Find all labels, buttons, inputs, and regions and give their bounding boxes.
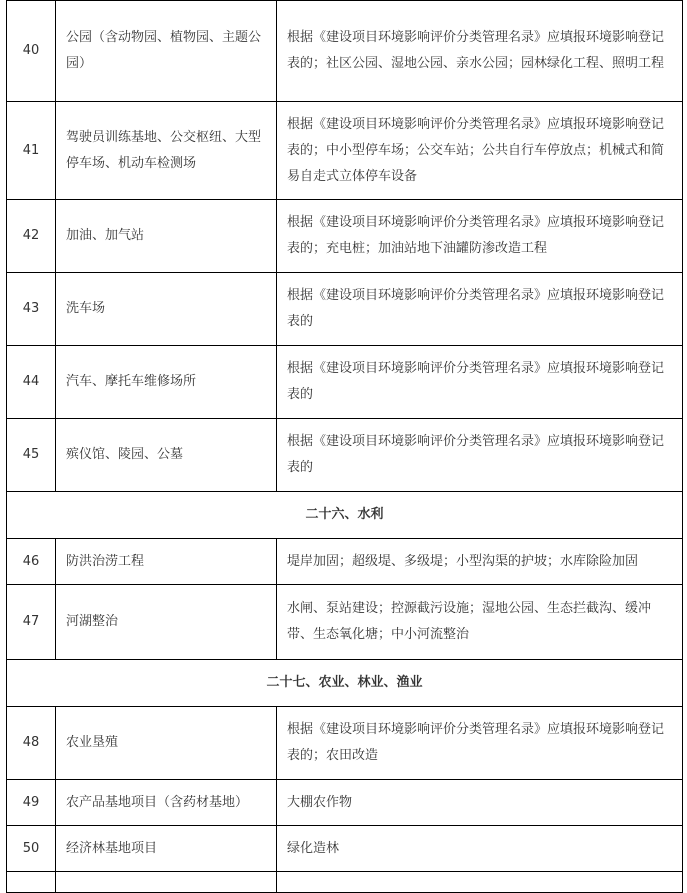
row-number [7, 872, 56, 893]
project-scope: 根据《建设项目环境影响评价分类管理名录》应填报环境影响登记表的 [277, 273, 683, 346]
project-type: 汽车、摩托车维修场所 [56, 346, 277, 419]
row-number: 47 [7, 585, 56, 660]
project-scope: 根据《建设项目环境影响评价分类管理名录》应填报环境影响登记表的 [277, 346, 683, 419]
table-row [7, 780, 683, 826]
project-type: 经济林基地项目 [56, 826, 277, 872]
row-number: 43 [7, 273, 56, 346]
project-type: 农产品基地项目（含药材基地） [56, 780, 277, 826]
section-row [7, 492, 683, 539]
row-number: 46 [7, 539, 56, 585]
project-scope: 绿化造林 [277, 826, 683, 872]
table-row [7, 200, 683, 273]
table-row [7, 707, 683, 780]
row-number: 41 [7, 102, 56, 200]
project-type: 公园（含动物园、植物园、主题公园） [56, 1, 277, 102]
project-scope: 水闸、泵站建设；控源截污设施；湿地公园、生态拦截沟、缓冲带、生态氧化塘；中小河流整治 [277, 585, 683, 660]
project-scope: 堤岸加固；超级堤、多级堤；小型沟渠的护坡；水库除险加固 [277, 539, 683, 585]
project-scope: 根据《建设项目环境影响评价分类管理名录》应填报环境影响登记表的；农田改造 [277, 707, 683, 780]
project-type: 加油、加气站 [56, 200, 277, 273]
row-number: 42 [7, 200, 56, 273]
table-row [7, 585, 683, 660]
table-row [7, 346, 683, 419]
project-scope: 根据《建设项目环境影响评价分类管理名录》应填报环境影响登记表的；中小型停车场；公交车站；公共自行车停放点；机械式和简易自走式立体停车设备 [277, 102, 683, 200]
project-scope: 根据《建设项目环境影响评价分类管理名录》应填报环境影响登记表的 [277, 419, 683, 492]
project-type: 农业垦殖 [56, 707, 277, 780]
project-type [56, 872, 277, 893]
table-row [7, 1, 683, 102]
row-number: 45 [7, 419, 56, 492]
section-heading: 二十六、水利 [7, 492, 683, 539]
table-row [7, 102, 683, 200]
row-number: 50 [7, 826, 56, 872]
section-heading: 二十七、农业、林业、渔业 [7, 660, 683, 707]
table-row [7, 419, 683, 492]
project-type: 殡仪馆、陵园、公墓 [56, 419, 277, 492]
row-number: 49 [7, 780, 56, 826]
project-type: 驾驶员训练基地、公交枢纽、大型停车场、机动车检测场 [56, 102, 277, 200]
project-scope: 大棚农作物 [277, 780, 683, 826]
table-row [7, 539, 683, 585]
project-type: 洗车场 [56, 273, 277, 346]
project-type: 防洪治涝工程 [56, 539, 277, 585]
classification-table [6, 0, 683, 893]
table-row-partial [7, 872, 683, 893]
section-row [7, 660, 683, 707]
row-number: 40 [7, 1, 56, 102]
project-scope: 根据《建设项目环境影响评价分类管理名录》应填报环境影响登记表的；社区公园、湿地公园、亲水公园；园林绿化工程、照明工程 [277, 1, 683, 102]
project-scope [277, 872, 683, 893]
project-type: 河湖整治 [56, 585, 277, 660]
table-row [7, 826, 683, 872]
row-number: 48 [7, 707, 56, 780]
project-scope: 根据《建设项目环境影响评价分类管理名录》应填报环境影响登记表的；充电桩；加油站地下油罐防渗改造工程 [277, 200, 683, 273]
table-row [7, 273, 683, 346]
row-number: 44 [7, 346, 56, 419]
